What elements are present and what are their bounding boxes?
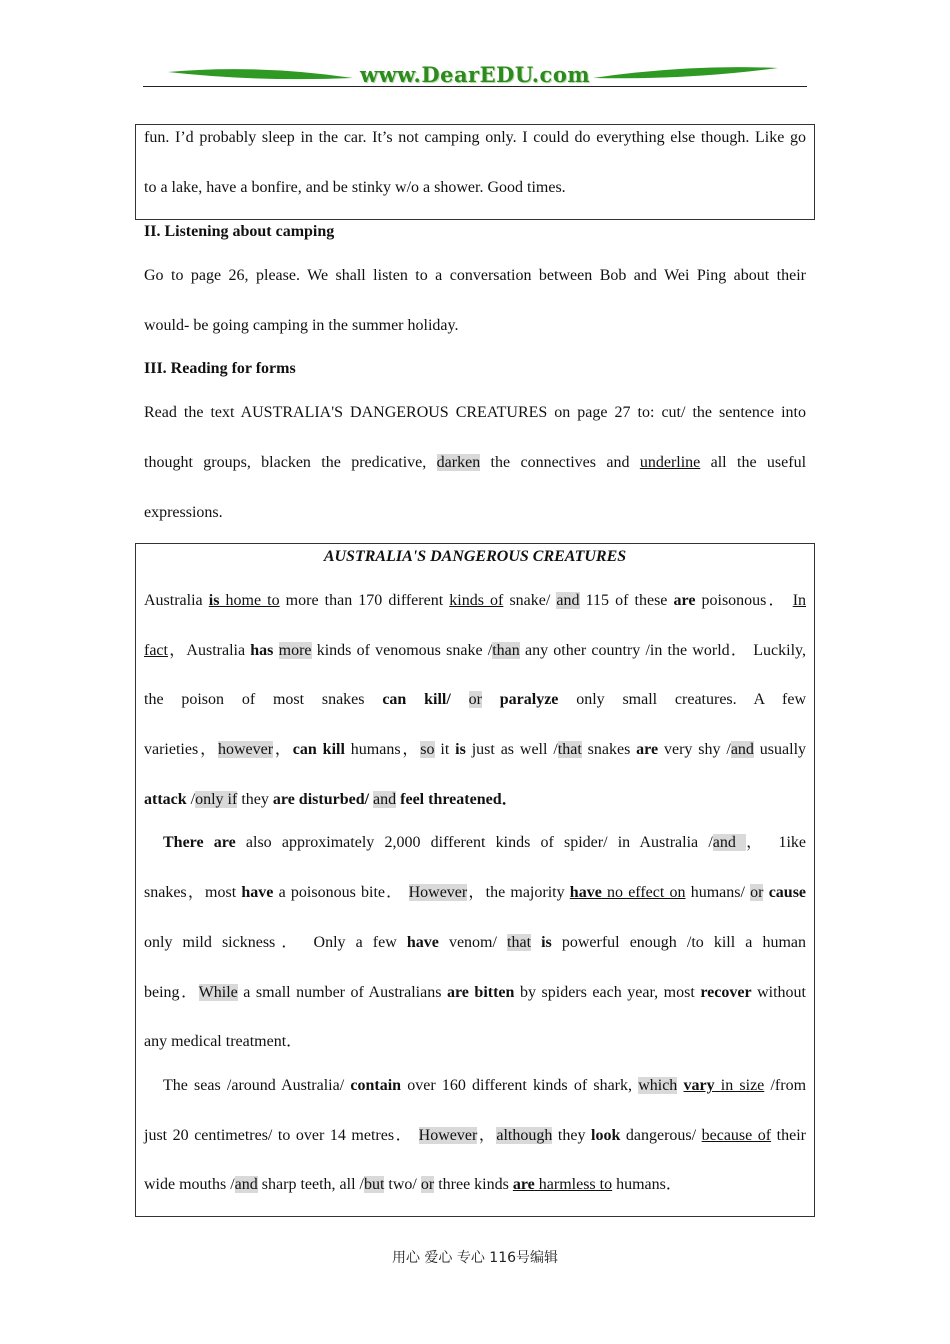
listening-line-1: Go to page 26, please. We shall listen to a conversation between Bob and Wei Ping about their — [144, 267, 806, 284]
article-p2-line-1: There are also approximately 2,000 different kinds of spider/ in Australia /and ， 1ike — [163, 834, 807, 851]
reading-line-1: Read the text AUSTRALIA'S DANGEROUS CREATURES on page 27 to: cut/ the sentence into — [144, 404, 806, 421]
article-p3-line-3: wide mouths /and sharp teeth, all /but two/ or three kinds are harmless to humans． — [144, 1176, 682, 1193]
quote-line-2: to a lake, have a bonfire, and be stinky w/o a shower. Good times. — [144, 179, 566, 196]
reading-line-2: thought groups, blacken the predicative, darken the connectives and underline all the useful — [144, 454, 807, 471]
article-p1-line-4: varieties，however，can kill humans，so it is just as well /that snakes are very shy /and usually — [144, 741, 807, 758]
listening-line-2: would- be going camping in the summer holiday. — [144, 317, 459, 334]
article-p3-line-2: just 20 centimetres/ to over 14 metres． However，although they look dangerous/ because of their — [144, 1127, 806, 1144]
section-heading-reading: III. Reading for forms — [144, 360, 296, 377]
reading-line-3: expressions. — [144, 504, 223, 521]
article-p1-line-1: Australia is home to more than 170 different kinds of snake/ and 115 of these are poisonous． In — [144, 592, 807, 609]
article-p2-line-3: only mild sickness． Only a few have venom/ that is powerful enough /to kill a human — [144, 934, 807, 951]
site-logo: www.DearEDU.com — [359, 62, 591, 87]
article-p1-line-5: attack /only if they are disturbed/ and feel threatened． — [144, 791, 518, 808]
article-title: AUSTRALIA'S DANGEROUS CREATURES — [323, 548, 627, 565]
article-p2-line-2: snakes，most have a poisonous bite． However，the majority have no effect on humans/ or cause — [144, 884, 807, 901]
article-p2-line-4: being．While a small number of Australians are bitten by spiders each year, most recover without — [144, 984, 806, 1001]
article-p1-line-3: the poison of most snakes can kill/ or paralyze only small creatures. A few — [144, 691, 807, 708]
section-heading-listening: II. Listening about camping — [144, 223, 335, 240]
header-rule — [143, 86, 807, 87]
quote-line-1: fun. I’d probably sleep in the car. It’s not camping only. I could do everything else though. Like go — [144, 129, 806, 146]
page-header — [143, 58, 807, 90]
article-p3-line-1: The seas /around Australia/ contain over 160 different kinds of shark, which vary in size /from — [163, 1077, 807, 1094]
page-footer: 用心 爱心 专心 116号编辑 — [391, 1250, 559, 1266]
article-p2-line-5: any medical treatment． — [144, 1033, 303, 1050]
article-p1-line-2: fact，Australia has more kinds of venomous snake /than any other country /in the world． Luckily, — [144, 642, 806, 659]
